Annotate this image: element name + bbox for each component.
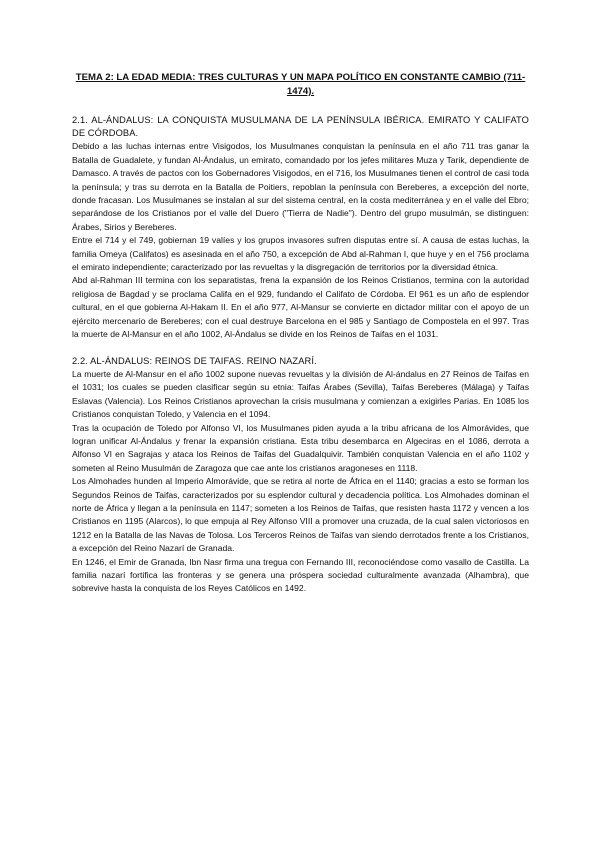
document-title: TEMA 2: LA EDAD MEDIA: TRES CULTURAS Y UN MAPA POLÍTICO EN CONSTANTE CAMBIO (711-1474). <box>75 72 526 97</box>
paragraph: Debido a las luchas internas entre Visigodos, los Musulmanes conquistan la península en el año 711 tras ganar la Batalla de Guadalete, y fundan Al-Ándalus, un emirato, comandado por los jefes militares Muza y Tarik, dependiente de Damasco. A través de pactos con los Gobernadores Visigodos, en el 716, los Musulmanes tienen el control de casi toda la península; y tras su derrota en la Batalla de Poitiers, repoblan la península con Bereberes, a excepción del norte, donde fracasan. Los Musulmanes se instalan al sur del sistema central, en la costa mediterránea y en el valle del Ebro; separándose de los Cristianos por el valle del Duero ("Tierra de Nadie"). Dentro del grupo musulmán, se distinguen: Árabes, Sirios y Bereberes. <box>72 141 529 232</box>
paragraph: En 1246, el Emir de Granada, Ibn Nasr firma una tregua con Fernando III, reconociéndose como vasallo de Castilla. La familia nazarí fortifica las fronteras y se genera una próspera sociedad culturalmente avanzada (Alhambra), que sobrevive hasta la conquista de los Reyes Católicos en 1492. <box>72 556 529 594</box>
paragraph: Tras la ocupación de Toledo por Alfonso VI, los Musulmanes piden ayuda a la tribu africana de los Almorávides, que logran unificar Al-Ándalus y frenar la expansión cristiana. Esta tribu desembarca en Algeciras en el 1086, derrota a Alfonso VI en Sagrajas y ataca los Reinos de Taifas del Guadalquivir. También conquistan Valencia en el año 1102 y someten al Reino Musulmán de Zaragoza que cae ante los cristianos aragoneses en 1118. <box>72 422 529 473</box>
section-spacer <box>72 342 529 355</box>
paragraph: Entre el 714 y el 749, gobiernan 19 valíes y los grupos invasores sufren disputas entre sí. A causa de estas luchas, la familia Omeya (Califatos) es asesinada en el año 750, a excepción de Abd al-Rahman I, que huye y en el 756 proclama el emirato independiente; caracterizado por las revueltas y la disgregación de territorios por la diversidad étnica. <box>72 235 529 273</box>
paragraph: Abd al-Rahman III termina con los separatistas, frena la expansión de los Reinos Cristianos, termina con la autoridad religiosa de Bagdad y se proclama Califa en el 929, fundando el Califato de Córdoba. El 961 es un año de esplendor cultural, en el que gobierna Al-Hakam II. En el año 977, Al-Mansur se convierte en dictador militar con el apoyo de un ejército mercenario de Bereberes; con el cual destruye Barcelona en el 985 y Santiago de Compostela en el 997. Tras la muerte de Al-Mansur en el año 1002, Al-Ándalus se divide en los Reinos de Taifas en el 1031. <box>72 275 529 340</box>
paragraph: La muerte de Al-Mansur en el año 1002 supone nuevas revueltas y la división de Al-ándalus en 27 Reinos de Taifas en el 1031; los cuales se pueden clasificar según su etnia: Taifas Árabes (Sevilla), Taifas Bereberes (Málaga) y Taifas Eslavas (Valencia). Los Reinos Cristianos aprovechan la crisis musulmana y comienzan a exigirles Parias. En 1085 los Cristianos conquistan Toledo, y Valencia en el 1094. <box>72 368 529 420</box>
section-emirato-califato <box>72 114 529 342</box>
section-heading: 2.2. AL-ÁNDALUS: REINOS DE TAIFAS. REINO NAZARÍ. <box>72 355 317 366</box>
section-taifas-nazari <box>72 355 529 596</box>
document-body <box>72 71 529 596</box>
section-heading: 2.1. AL-ÁNDALUS: LA CONQUISTA MUSULMANA DE LA PENÍNSULA IBÉRICA. EMIRATO Y CALIFATO DE CÓRDOBA. <box>72 114 529 138</box>
paragraph: Los Almohades hunden al Imperio Almorávide, que se retira al norte de África en el 1140; gracias a esto se forman los Segundos Reinos de Taifas, caracterizados por su esplendor cultural y decadencia política. Los Almohades dominan el norte de África y llegan a la península en 1147; someten a los Reinos de Taifas, que resisten hasta 1172 y vencen a los Cristianos en 1195 (Alarcos), lo que empuja al Rey Alfonso VIII a promover una cruzada, de la cual salen victoriosos en 1212 en la Batalla de las Navas de Tolosa. Los Terceros Reinos de Taifas van siendo derrotados frente a los Cristianos, a excepción del Reino Nazarí de Granada. <box>72 476 529 554</box>
